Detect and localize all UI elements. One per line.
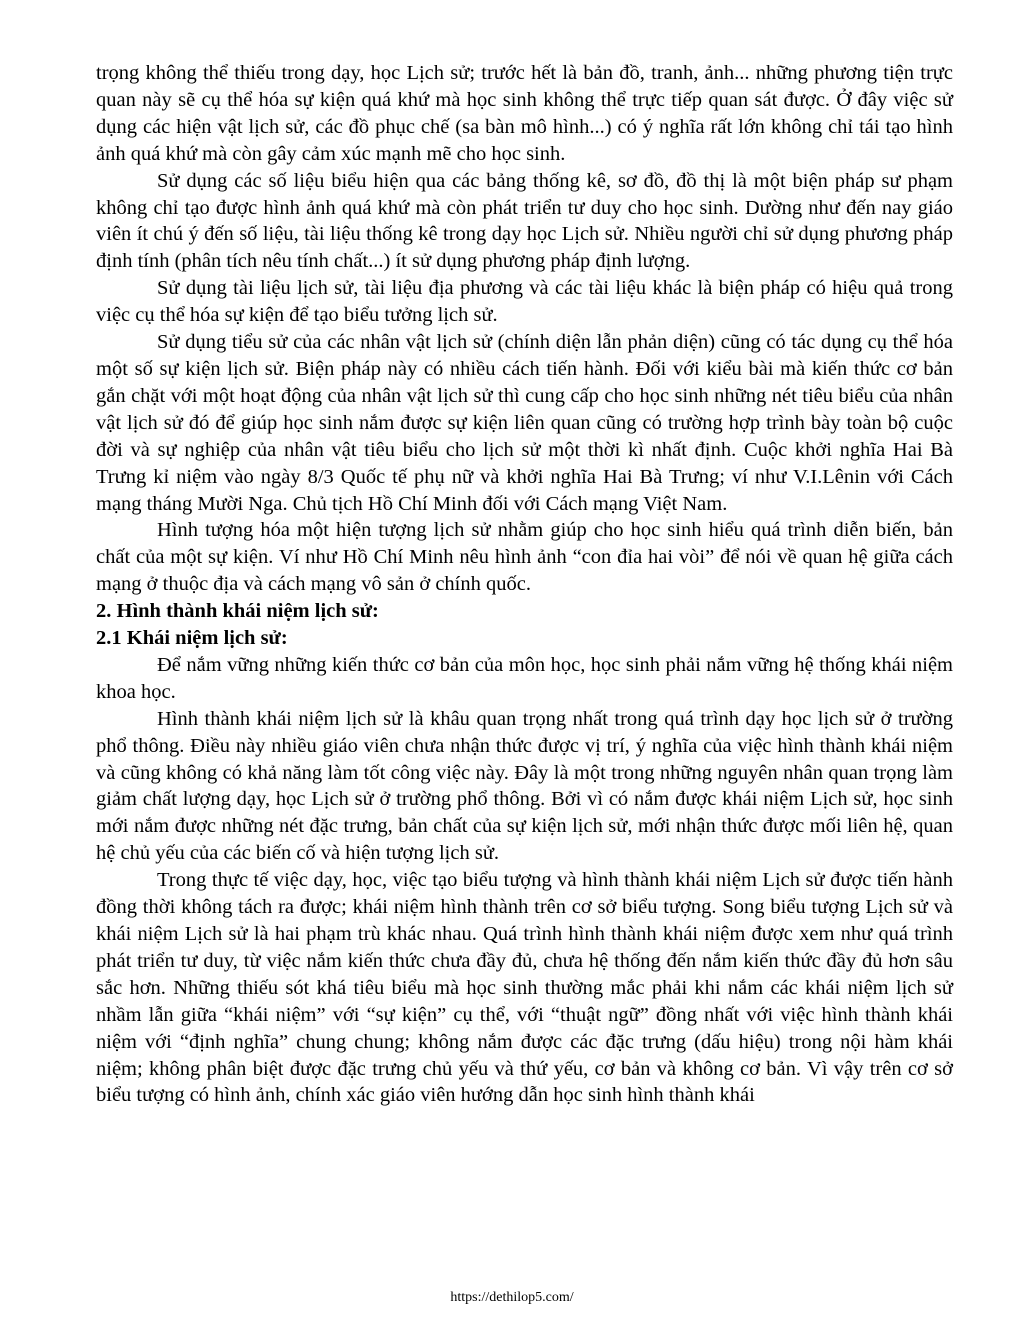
paragraph-teaching-practice: Trong thực tế việc dạy, học, việc tạo biểu tượng và hình thành khái niệm Lịch sử được tiến hành đồng thời không tách ra được; khái niệm hình thành trên cơ sở biểu tượng. Song biểu tượng Lịch sử và khái niệm Lịch sử là hai phạm trù khác nhau. Quá trình hình thành khái niệm được xem như quá trình phát triển tư duy, từ việc nắm kiến thức chưa đầy đủ, chưa hệ thống đến nắm kiến thức đầy đủ hơn sâu sắc hơn. Những thiếu sót khá tiêu biểu mà học sinh thường mắc phải khi nắm các khái niệm lịch sử nhầm lẫn giữa “khái niệm” với “sự kiện” cụ thể, với “thuật ngữ” đồng nhất với việc hình thành khái niệm với “định nghĩa” chung chung; không nắm được các đặc trưng (dấu hiệu) trong nội hàm khái niệm; không phân biệt được đặc trưng chủ yếu và thứ yếu, cơ bản và không cơ bản. Vì vậy trên cơ sở biểu tượng có hình ảnh, chính xác giáo viên hướng dẫn học sinh hình thành khái xyxy=(96,869,953,1107)
paragraph-intro: trọng không thể thiếu trong dạy, học Lịch sử; trước hết là bản đồ, tranh, ảnh... những phương tiện trực quan này sẽ cụ thể hóa sự kiện quá khứ mà học sinh không thể trực tiếp quan sát được. Ở đây việc sử dụng các hiện vật lịch sử, các đồ phục chế (sa bàn mô hình...) có ý nghĩa rất lớn không chỉ tái tạo hình ảnh quá khứ mà còn gây cảm xúc mạnh mẽ cho học sinh. xyxy=(96,62,953,165)
subsection-heading: 2.1 Khái niệm lịch sử: xyxy=(96,627,288,650)
paragraph-documents: Sử dụng tài liệu lịch sử, tài liệu địa phương và các tài liệu khác là biện pháp có hiệu quả trong việc cụ thể hóa sự kiện để tạo biểu tưởng lịch sử. xyxy=(96,277,953,327)
paragraph-statistics: Sử dụng các số liệu biểu hiện qua các bảng thống kê, sơ đồ, đồ thị là một biện pháp sư phạm không chỉ tạo được hình ảnh quá khứ mà còn phát triển tư duy cho học sinh. Dường như đến nay giáo viên ít chú ý đến số liệu, tài liệu thống kê trong dạy học Lịch sử. Nhiều người chỉ sử dụng phương pháp định tính (phân tích nêu tính chất...) ít sử dụng phương pháp định lượng. xyxy=(96,169,953,273)
section-heading: 2. Hình thành khái niệm lịch sử: xyxy=(96,600,379,623)
paragraph-concept-system: Để nắm vững những kiến thức cơ bản của môn học, học sinh phải nắm vững hệ thống khái niệm khoa học. xyxy=(96,653,953,703)
document-page xyxy=(96,60,953,1109)
paragraph-biographies: Sử dụng tiểu sử của các nhân vật lịch sử (chính diện lẫn phản diện) cũng có tác dụng cụ thể hóa một số sự kiện lịch sử. Biện pháp này có nhiều cách tiến hành. Đối với kiểu bài mà kiến thức cơ bản gắn chặt với một hoạt động của nhân vật lịch sử thì cung cấp cho học sinh những nét tiêu biểu của nhân vật lịch sử đó để giúp học sinh nắm được sự kiện liên quan cũng có trường hợp trình bày toàn bộ cuộc đời và sự nghiệp của nhân vật tiêu biểu cho lịch sử một thời kì nhất định. Cuộc khởi nghĩa Hai Bà Trưng kỉ niệm vào ngày 8/3 Quốc tế phụ nữ và khởi nghĩa Hai Bà Trưng; ví như V.I.Lênin với Cách mạng tháng Mười Nga. Chủ tịch Hồ Chí Minh đối với Cách mạng Việt Nam. xyxy=(96,331,953,515)
paragraph-concept-formation: Hình thành khái niệm lịch sử là khâu quan trọng nhất trong quá trình dạy học lịch sử ở trường phổ thông. Điều này nhiều giáo viên chưa nhận thức được vị trí, ý nghĩa của việc hình thành khái niệm và cũng không có khả năng làm tốt công việc này. Đây là một trong những nguyên nhân quan trọng làm giảm chất lượng dạy, học Lịch sử ở trường phổ thông. Bởi vì có nắm được khái niệm Lịch sử, học sinh mới nắm được những nét đặc trưng, bản chất của sự kiện lịch sử, mới nhận thức được mối liên hệ, quan hệ chủ yếu của các biến cố và hiện tượng lịch sử. xyxy=(96,707,953,865)
paragraph-imagery: Hình tượng hóa một hiện tượng lịch sử nhằm giúp cho học sinh hiểu quá trình diễn biến, bản chất của một sự kiện. Ví như Hồ Chí Minh nêu hình ảnh “con đỉa hai vòi” để nói về quan hệ giữa cách mạng ở thuộc địa và cách mạng vô sản ở chính quốc. xyxy=(96,519,953,596)
footer-url: https://dethilop5.com/ xyxy=(450,1290,574,1305)
